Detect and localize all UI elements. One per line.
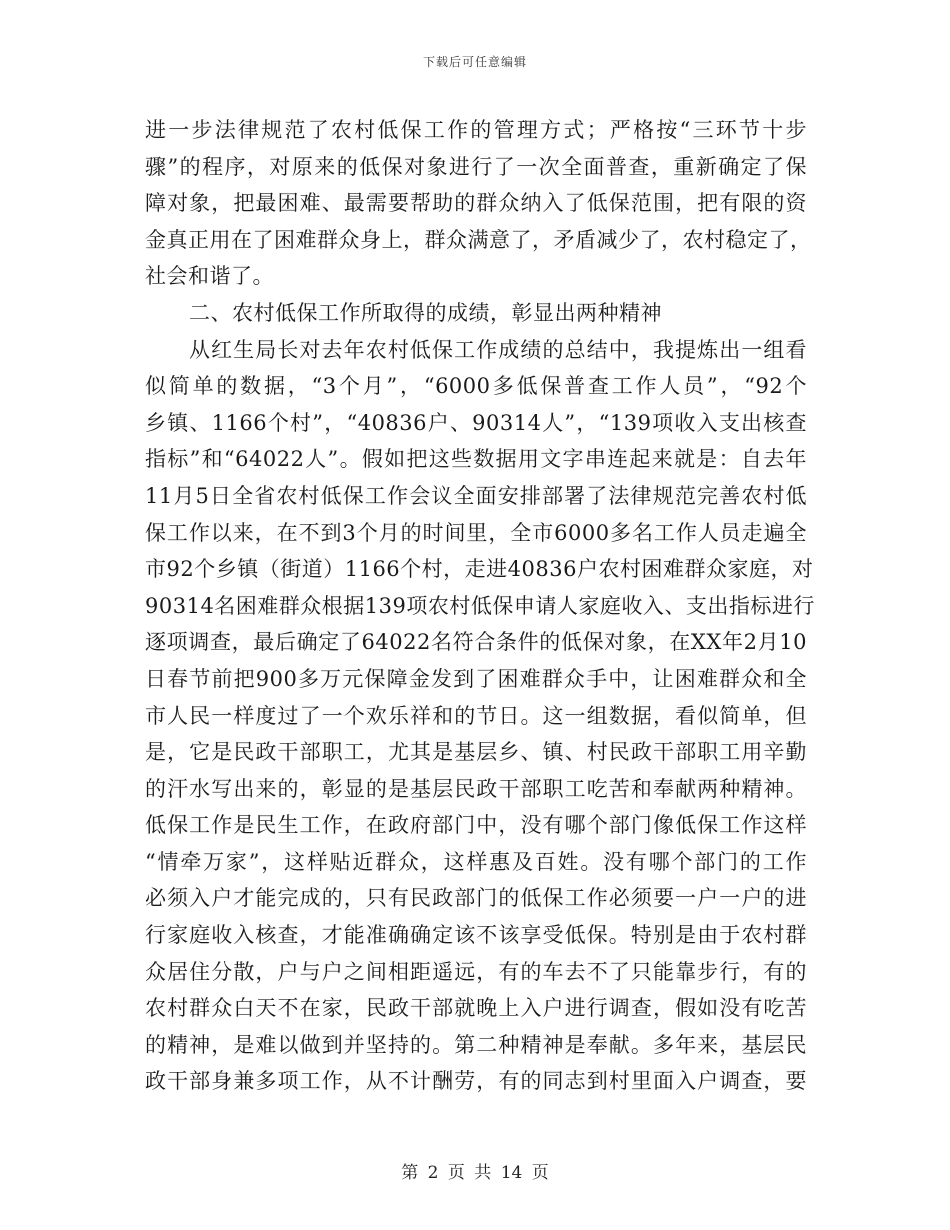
text-line: 市人民一样度过了一个欢乐祥和的节日。这一组数据，看似简单，但 xyxy=(145,703,807,728)
text-line: 必须入户才能完成的，只有民政部门的低保工作必须要一户一户的进 xyxy=(145,886,807,911)
document-body xyxy=(145,112,815,1100)
text-line: 骤”的程序，对原来的低保对象进行了一次全面普查，重新确定了保 xyxy=(145,154,807,179)
text-line: 乡镇、1166个村”，“40836户、90314人”，“139项收入支出核查 xyxy=(145,410,807,435)
text-line: 11月5日全省农村低保工作会议全面安排部署了法律规范完善农村低 xyxy=(145,483,807,508)
text-line: 的精神，是难以做到并坚持的。第二种精神是奉献。多年来，基层民 xyxy=(145,1032,807,1057)
section-heading: 二、农村低保工作所取得的成绩，彰显出两种精神 xyxy=(189,300,662,325)
text-line: 逐项调查，最后确定了64022名符合条件的低保对象，在XX年2月10 xyxy=(145,630,807,655)
text-line: 市92个乡镇（街道）1166个村，走进40836户农村困难群众家庭，对 xyxy=(145,557,814,582)
page-number-footer: 第 2 页 共 14 页 xyxy=(401,1163,549,1183)
text-line: “情牵万家”，这样贴近群众，这样惠及百姓。没有哪个部门的工作 xyxy=(145,849,807,874)
text-line: 指标”和“64022人”。假如把这些数据用文字串连起来就是：自去年 xyxy=(145,447,807,472)
text-line: 是，它是民政干部职工，尤其是基层乡、镇、村民政干部职工用辛勤 xyxy=(145,740,807,765)
text-line: 低保工作是民生工作，在政府部门中，没有哪个部门像低保工作这样 xyxy=(145,813,807,838)
text-line: 的汗水写出来的，彰显的是基层民政干部职工吃苦和奉献两种精神。 xyxy=(145,776,807,801)
text-line: 似简单的数据，“3个月”，“6000多低保普查工作人员”，“92个 xyxy=(145,374,807,399)
text-line: 90314名困难群众根据139项农村低保申请人家庭收入、支出指标进行 xyxy=(145,593,815,618)
text-line: 障对象，把最困难、最需要帮助的群众纳入了低保范围，把有限的资 xyxy=(145,191,807,216)
page-header: 下载后可任意编辑 xyxy=(422,55,527,69)
text-line: 从红生局长对去年农村低保工作成绩的总结中，我提炼出一组看 xyxy=(189,337,807,362)
text-line: 农村群众白天不在家，民政干部就晚上入户进行调查，假如没有吃苦 xyxy=(145,996,807,1021)
text-line: 众居住分散，户与户之间相距遥远，有的车去不了只能靠步行，有的 xyxy=(145,959,807,984)
text-line: 保工作以来，在不到3个月的时间里，全市6000多名工作人员走遍全 xyxy=(145,520,807,545)
text-line: 日春节前把900多万元保障金发到了困难群众手中，让困难群众和全 xyxy=(145,666,807,691)
text-line: 行家庭收入核查，才能准确确定该不该享受低保。特别是由于农村群 xyxy=(145,923,807,948)
text-line: 社会和谐了。 xyxy=(145,264,274,289)
text-line: 政干部身兼多项工作，从不计酬劳，有的同志到村里面入户调查，要 xyxy=(145,1069,807,1094)
text-line: 金真正用在了困难群众身上，群众满意了，矛盾减少了，农村稳定了， xyxy=(145,227,812,252)
text-line: 进一步法律规范了农村低保工作的管理方式；严格按“三环节十步 xyxy=(145,118,807,142)
